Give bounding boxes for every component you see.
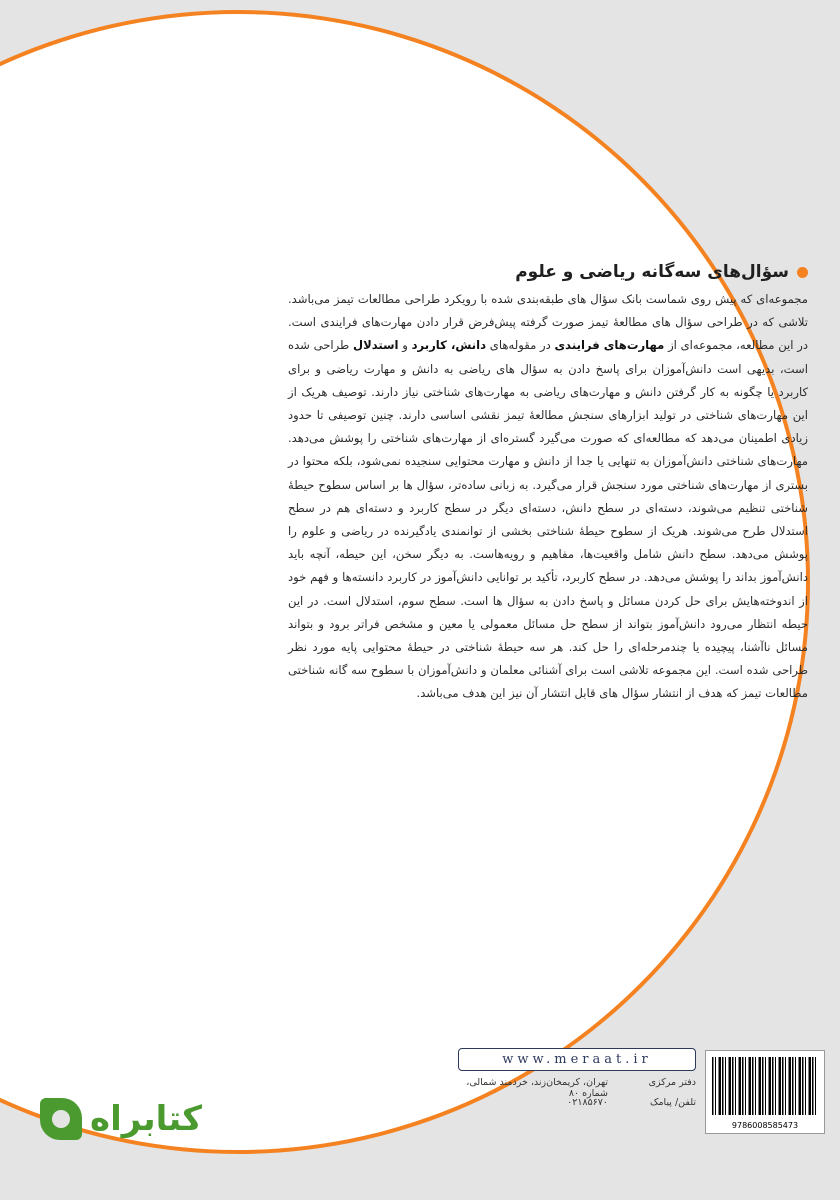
paragraph-text-2: در مقوله‌های bbox=[489, 338, 551, 353]
section-heading bbox=[288, 262, 808, 282]
section-title: سؤال‌های سه‌گانه ریاضی و علوم bbox=[515, 262, 789, 282]
paragraph-text-1: مجموعه‌ای که پیش روی شماست بانک سؤال های طبقه‌بندی شده با رویکرد طراحی مطالعات تیمز می‌باشد. تلاشی که در طراحی سؤال های مطالعهٔ تیمز صورت گرفته پیش‌فرض قرار دادن مهارت‌های فرایندی است. در این مطالعه، مجموعه‌ای از bbox=[288, 292, 808, 353]
isbn-barcode bbox=[705, 1050, 825, 1134]
paragraph-bold-1: مهارت‌های فرایندی bbox=[554, 338, 665, 353]
paragraph-bold-3: استدلال bbox=[353, 338, 399, 353]
orange-bullet-icon bbox=[797, 267, 808, 278]
description-paragraph bbox=[288, 288, 808, 706]
office-address: تهران، کریمخان‌زند، خردمند شمالی، شماره ۸۰ bbox=[466, 1077, 608, 1099]
ketabrah-logo-icon bbox=[40, 1098, 82, 1140]
back-cover-text bbox=[288, 262, 808, 706]
office-label: دفتر مرکزی bbox=[648, 1077, 696, 1088]
paragraph-text-4: طراحی شده است، بدیهی است دانش‌آموزان برای پاسخ دادن به سؤال های ریاضی به دانش و مهارت ریاضی و برای کاربرد یا چگونه به کار گرفتن دانش و مهارت‌های ریاضی به مهارت‌های شناختی نیاز دارند. توصیف هریک از این مهارت‌های شناختی در تولید ابزارهای سنجش مطالعهٔ تیمز نقشی اساسی دارند. چنین توصیفی تا حدود زیادی اطمینان می‌دهد که مطالعه‌ای که صورت می‌گیرد گستره‌ای از مهارت‌های شناختی را پوشش می‌دهد. مهارت‌های شناختی دانش‌آموزان به تنهایی یا جدا از دانش و مهارت محتوایی سنجیده نمی‌شود، بلکه محتوا در بستری از مهارت‌های شناختی مورد سنجش قرار می‌گیرد. به زبانی ساده‌تر، سؤال ها بر اساس سطوح حیطهٔ شناختی تنظیم می‌شوند، دسته‌ای در سطح دانش، دسته‌ای دیگر در سطح کاربرد و دسته‌ای هم در سطح استدلال طرح می‌شوند. هریک از سطوح حیطهٔ شناختی بخشی از توانمندی یادگیرنده در ریاضی و علوم را پوشش می‌دهد. سطح دانش شامل واقعیت‌ها، مفاهیم و رویه‌هاست. به دیگر سخن، این حیطه، آنچه باید دانش‌آموز بداند را پوشش می‌دهد. در سطح کاربرد، تأکید بر توانایی دانش‌آموز در کاربرد دانسته‌ها و فهم خود از اندوخته‌هایش برای حل کردن مسائل و پاسخ دادن به سؤال ها است. سطح سوم، استدلال است. در این حیطه انتظار می‌رود دانش‌آموز بتواند از سطح حل مسائل معمولی یا معین و مشخص فراتر برود و بتواند مسائل ناآشنا، پیچیده یا چندمرحله‌ای را حل کند. هر سه حیطهٔ شناختی در حیطهٔ محتوایی پایه مورد نظر طراحی شده است. این مجموعه تلاشی است برای آشنائی معلمان و دانش‌آموزان با سطوح سه گانه شناختی مطالعات تیمز که هدف از انتشار سؤال های قابل انتشار آن نیز این هدف می‌باشد. bbox=[288, 338, 808, 701]
logo-text: کتابراه bbox=[90, 1099, 203, 1139]
paragraph-bold-2: دانش، کاربرد bbox=[411, 338, 487, 353]
phone-number: ۰۲۱۸۵۶۷۰ bbox=[567, 1097, 608, 1108]
barcode-number: 9786008585473 bbox=[731, 1121, 799, 1130]
publisher-logo bbox=[40, 1098, 202, 1140]
website-link[interactable]: www.meraat.ir bbox=[458, 1048, 696, 1071]
barcode-bars bbox=[712, 1057, 818, 1115]
phone-label: تلفن/ پیامک bbox=[649, 1097, 696, 1108]
paragraph-text-3: و bbox=[402, 338, 408, 353]
